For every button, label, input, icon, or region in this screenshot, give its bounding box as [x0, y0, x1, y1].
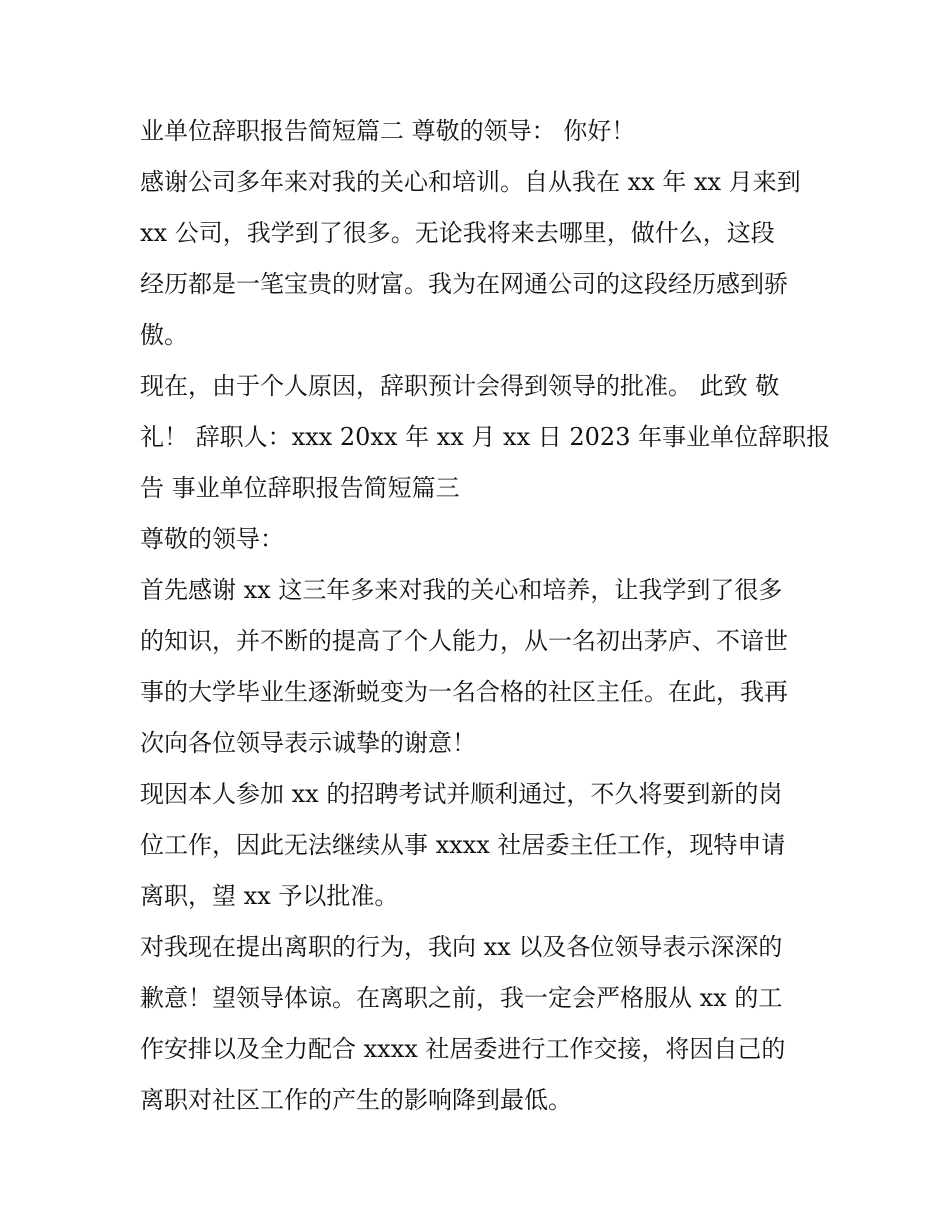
- text-line: 作安排以及全力配合 xxxx 社居委进行工作交接，将因自己的: [140, 1035, 786, 1063]
- text-line: 首先感谢 xx 这三年多来对我的关心和培养，让我学到了很多: [140, 576, 783, 604]
- text-line: 离职，望 xx 予以批准。: [140, 882, 399, 910]
- text-line: 礼！ 辞职人：xxx 20xx 年 xx 月 xx 日 2023 年事业单位辞职报: [140, 423, 830, 451]
- text-line: 尊敬的领导：: [140, 525, 284, 553]
- text-line: 离职对社区工作的产生的影响降到最低。: [140, 1086, 572, 1114]
- text-line: 对我现在提出离职的行为，我向 xx 以及各位领导表示深深的: [140, 933, 783, 961]
- text-line: 现在，由于个人原因，辞职预计会得到领导的批准。 此致 敬: [140, 372, 780, 400]
- text-line: 经历都是一笔宝贵的财富。我为在网通公司的这段经历感到骄: [140, 270, 788, 298]
- document-body: [140, 106, 830, 1126]
- text-line: 事的大学毕业生逐渐蜕变为一名合格的社区主任。在此，我再: [140, 678, 788, 706]
- text-line: xx 公司，我学到了很多。无论我将来去哪里，做什么，这段: [140, 219, 775, 247]
- text-line: 告 事业单位辞职报告简短篇三: [140, 474, 460, 502]
- text-line: 现因本人参加 xx 的招聘考试并顺利通过，不久将要到新的岗: [140, 780, 783, 808]
- text-line: 歉意！望领导体谅。在离职之前，我一定会严格服从 xx 的工: [140, 984, 783, 1012]
- text-line: 次向各位领导表示诚挚的谢意！: [140, 729, 476, 757]
- text-line: 业单位辞职报告简短篇二 尊敬的领导： 你好！: [140, 117, 636, 145]
- text-line: 傲。: [140, 321, 188, 349]
- text-line: 感谢公司多年来对我的关心和培训。自从我在 xx 年 xx 月来到: [140, 168, 801, 196]
- text-line: 位工作，因此无法继续从事 xxxx 社居委主任工作，现特申请: [140, 831, 786, 859]
- text-line: 的知识，并不断的提高了个人能力，从一名初出茅庐、不谙世: [140, 627, 788, 655]
